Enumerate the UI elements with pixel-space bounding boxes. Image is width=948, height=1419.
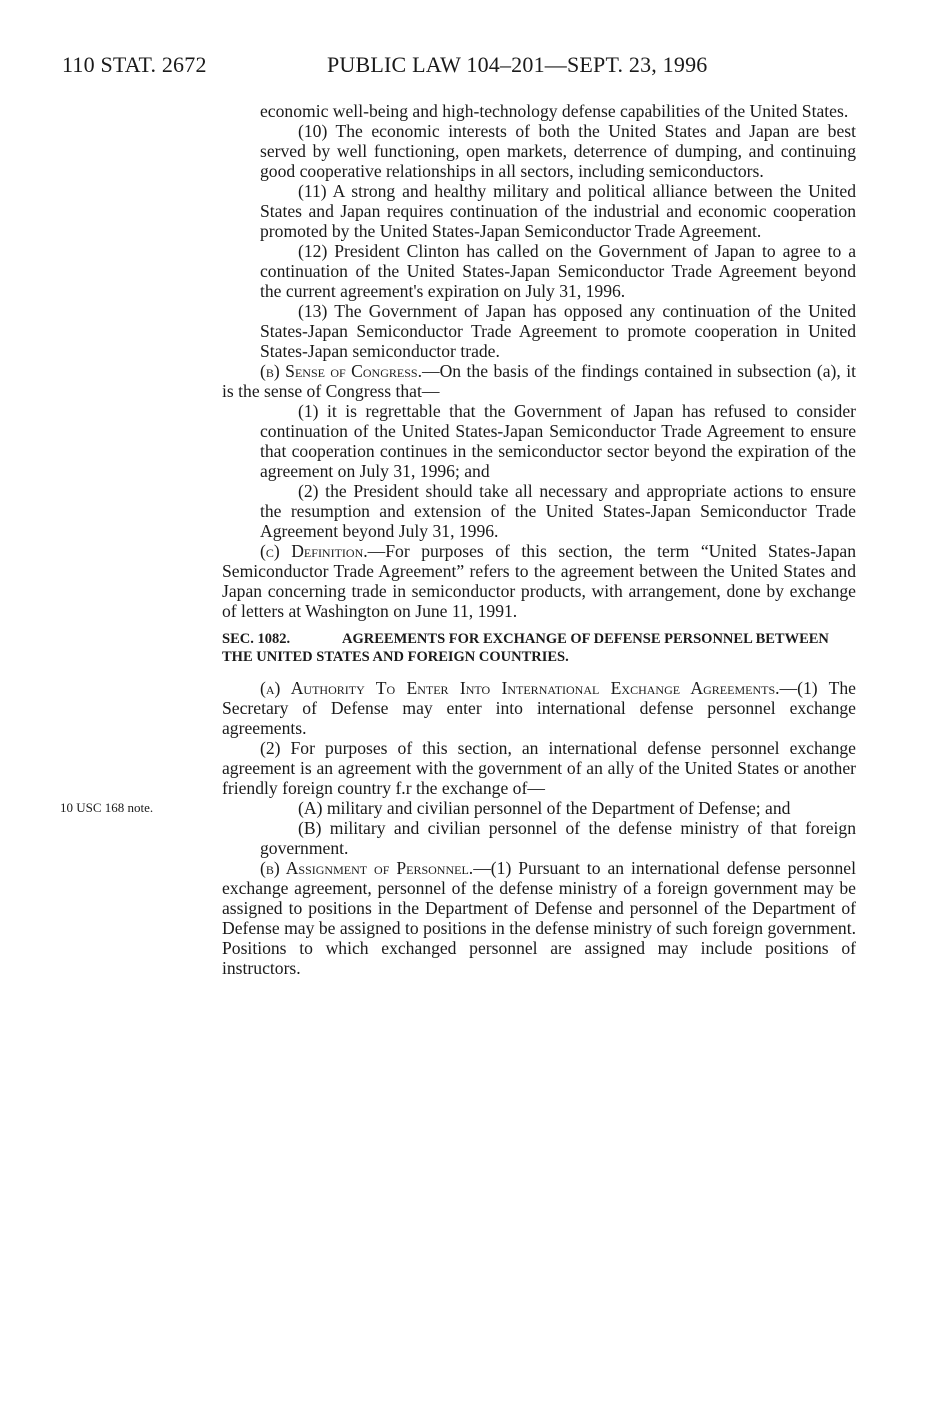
section-title: AGREEMENTS FOR EXCHANGE OF DEFENSE PERSONNEL BETWEEN THE UNITED STATES AND FOREIGN COUNTRIES. — [222, 631, 829, 665]
clause-b: (B) military and civilian personnel of the defense ministry of that foreign government. — [260, 818, 856, 858]
subsection-b-assignment-1: —(1) Pursuant to an international defense personnel exchange agreement, personnel of the defense ministry of a foreign government may be assigned to positions in the Department of Defense and personnel of the Department of Defense may be assigned to positions in the defense ministry of such foreign government. Positions to which exchanged personnel are assigned may include positions of instructors. — [222, 858, 856, 978]
margin-note-usc: 10 USC 168 note. — [60, 800, 154, 815]
subsection-a-2: (2) For purposes of this section, an international defense personnel exchange agreement is an agreement with the government of an ally of the United States or another friendly foreign country f.r the exchange of— — [222, 738, 856, 798]
sense-1: (1) it is regrettable that the Government of Japan has refused to consider continuation of the United States-Japan Semiconductor Trade Agreement to ensure that cooperation continues in the semiconductor sector beyond the expiration of the agreement on July 31, 1996; and — [260, 401, 856, 481]
clause-a: (A) military and civilian personnel of the Department of Defense; and — [298, 798, 791, 818]
section-heading — [222, 630, 856, 666]
subsection-c-heading: (c) Definition. — [260, 541, 368, 561]
paragraph-continued: economic well-being and high-technology defense capabilities of the United States. — [260, 101, 849, 121]
subsection-b-assignment-heading: (b) Assignment of Personnel. — [260, 858, 474, 878]
subsection-b-heading: (b) Sense of Congress. — [260, 361, 422, 381]
subsection-a-authority — [222, 678, 856, 738]
sense-2: (2) the President should take all necessary and appropriate actions to ensure the resumption and extension of the United States-Japan Semiconductor Trade Agreement beyond July 31, 1996. — [260, 481, 856, 541]
subsection-b-sense-of-congress — [222, 361, 856, 401]
finding-13: (13) The Government of Japan has opposed any continuation of the United States-Japan Semiconductor Trade Agreement to promote cooperation in United States-Japan semiconductor trade. — [260, 301, 856, 361]
page-header — [62, 52, 882, 82]
subsection-c-definition — [222, 541, 856, 621]
subsection-a-heading: (a) Authority To Enter Into International Exchange Agreements. — [260, 678, 780, 698]
statute-page-number: 110 STAT. 2672 — [62, 52, 207, 77]
section-number: SEC. 1082. — [222, 631, 291, 647]
subsection-b-assignment — [222, 858, 856, 978]
main-text — [222, 101, 856, 978]
public-law-citation: PUBLIC LAW 104–201—SEPT. 23, 1996 — [327, 52, 708, 77]
subsection-c-text: —For purposes of this section, the term “United States-Japan Semiconductor Trade Agreement” refers to the agreement between the United States and Japan concerning trade in semiconductor products, with arrangement, done by exchange of letters at Washington on June 11, 1991. — [222, 541, 856, 621]
finding-11: (11) A strong and healthy military and political alliance between the United States and Japan requires continuation of the industrial and economic cooperation promoted by the United States-Japan Semiconductor Trade Agreement. — [260, 181, 856, 241]
finding-12: (12) President Clinton has called on the Government of Japan to agree to a continuation of the United States-Japan Semiconductor Trade Agreement beyond the current agreement's expiration on July 31, 1996. — [260, 241, 856, 301]
subsection-b-text: —On the basis of the findings contained in subsection (a), it is the sense of Congress that— — [222, 361, 857, 401]
finding-10: (10) The economic interests of both the United States and Japan are best served by well functioning, open markets, deterrence of dumping, and continuing good cooperative relationships in all sectors, including semiconductors. — [260, 121, 856, 181]
subsection-a-1: —(1) The Secretary of Defense may enter into international defense personnel exchange agreements. — [222, 678, 856, 738]
